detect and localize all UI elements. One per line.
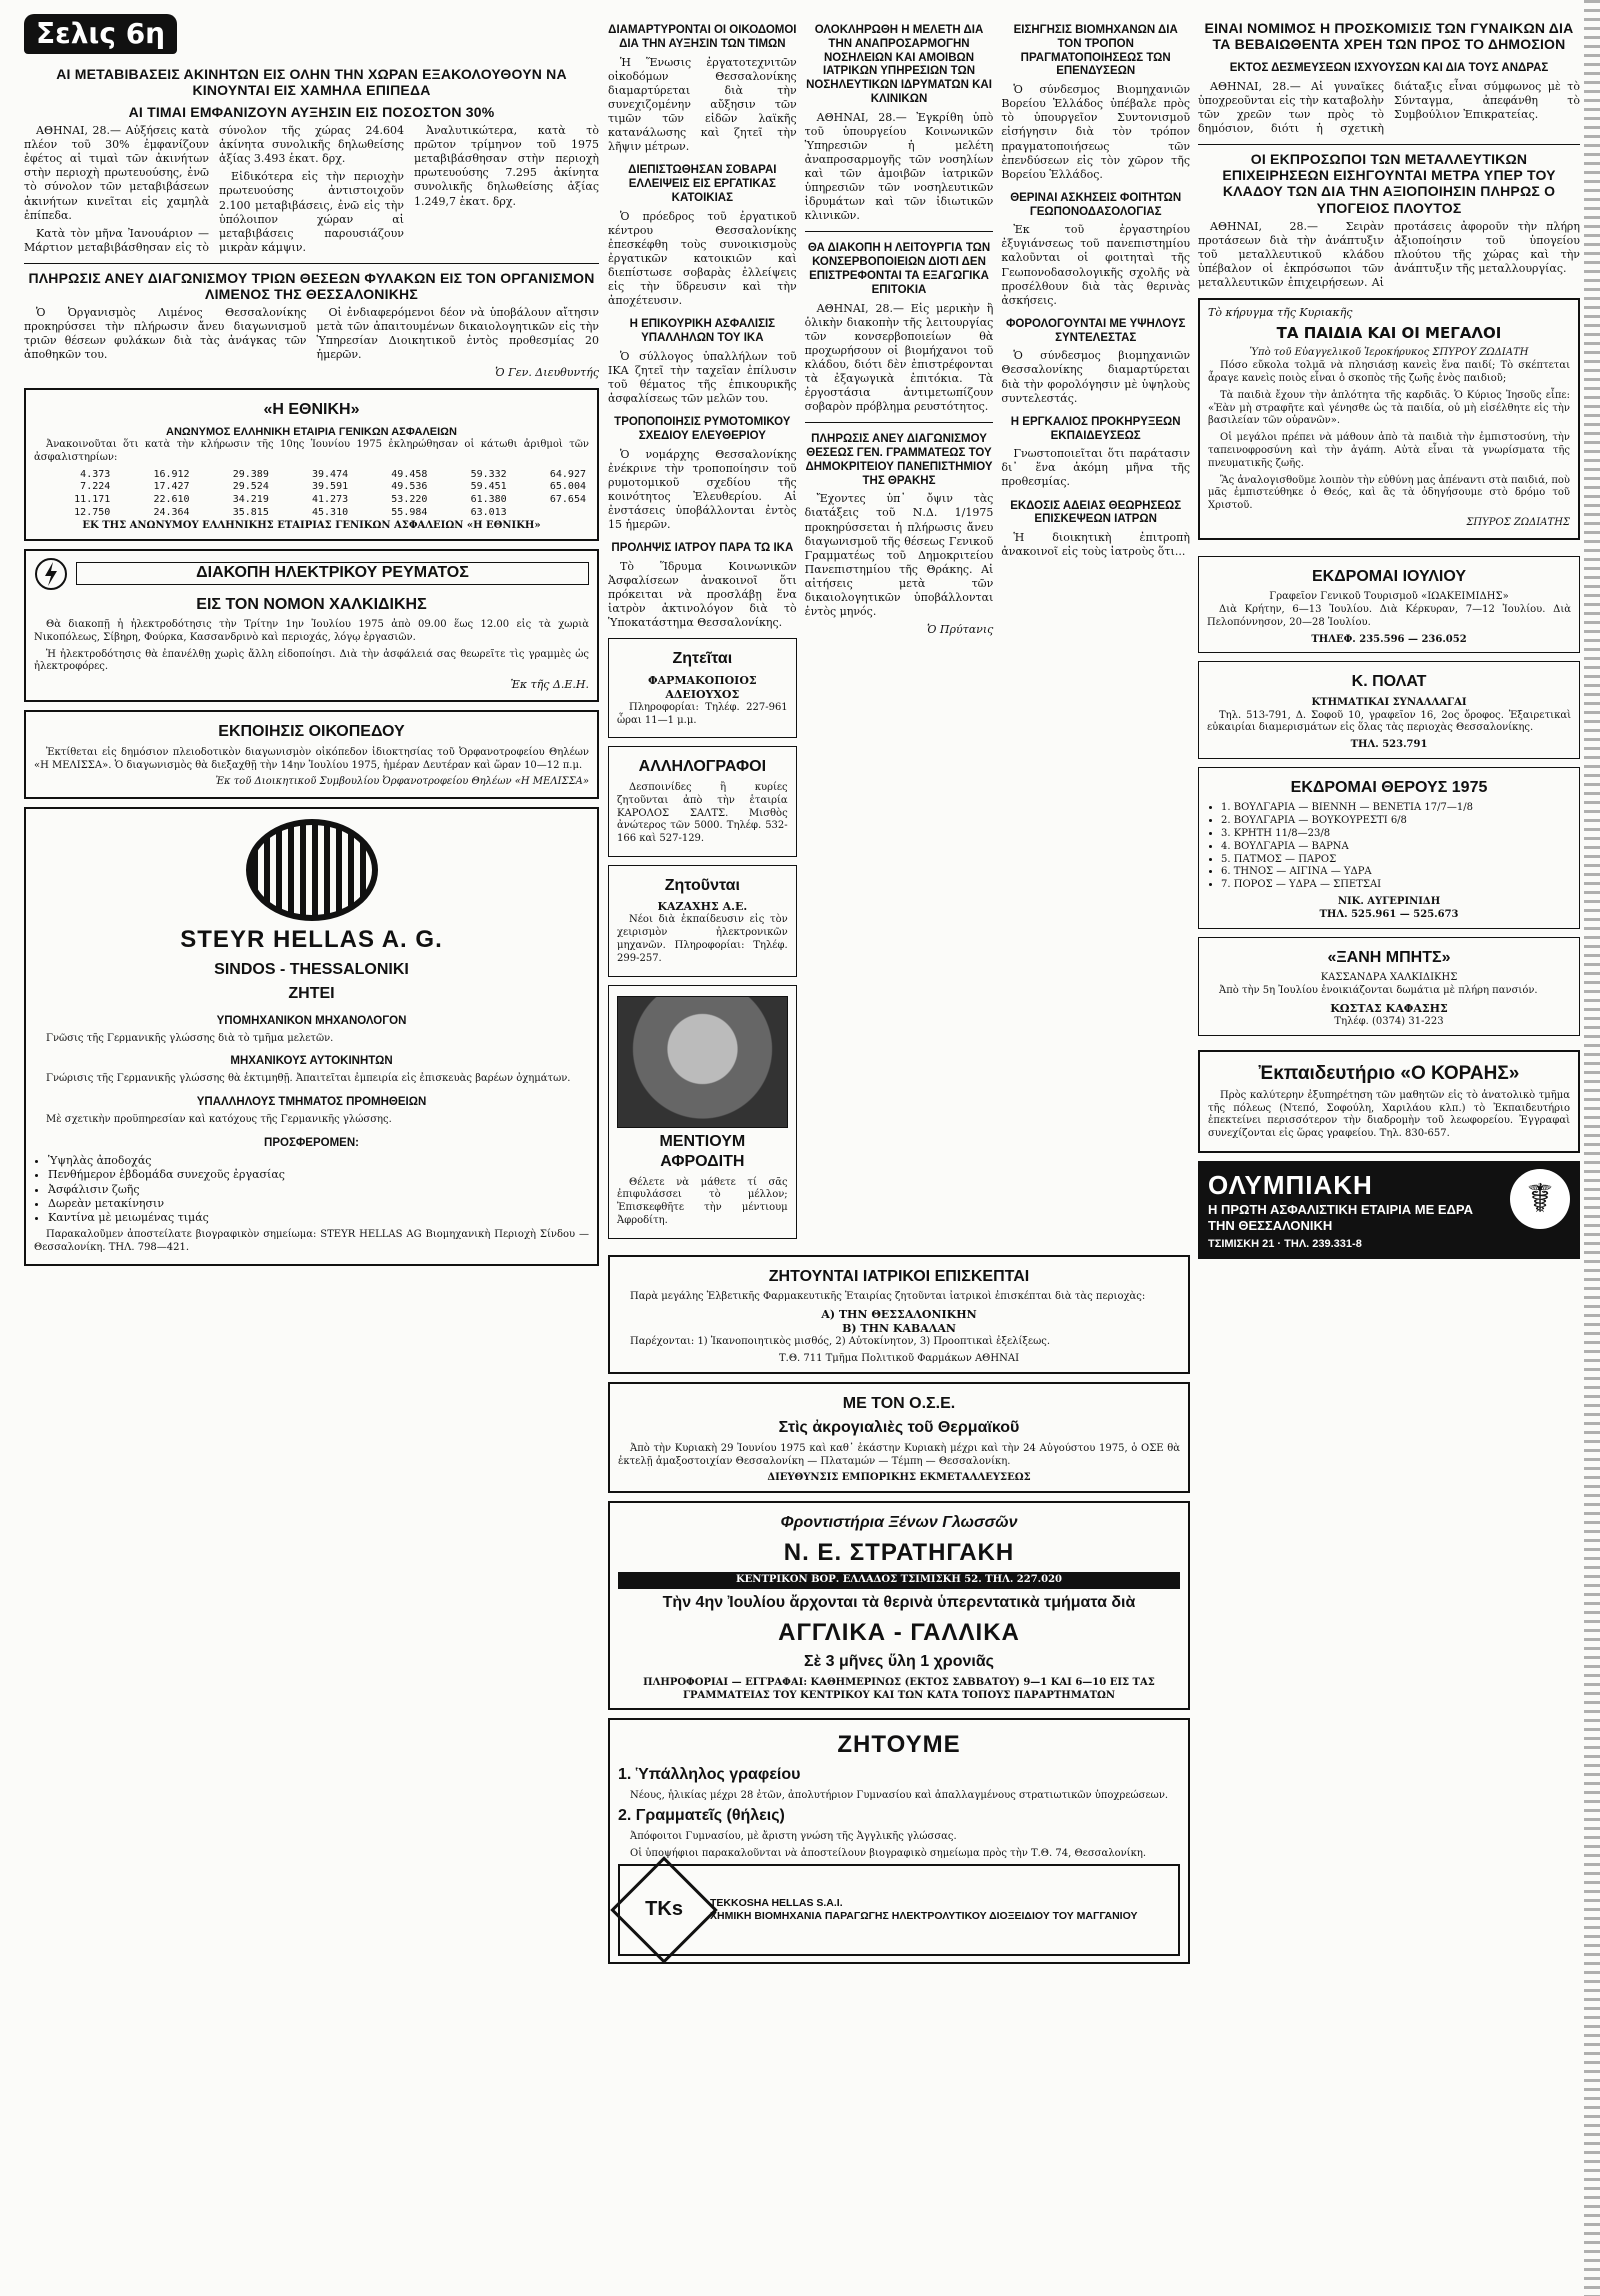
ad-ethniki [24, 388, 599, 540]
ad-text: Οἱ ὑποψήφιοι παρακαλοῦνται νὰ ἀποστείλουν βιογραφικὸ σημείωμα πρὸς τὴν Τ.Θ. 74, Θεσσαλονίκη. [630, 1847, 1147, 1859]
ad-text: Τὴν 4ην Ἰουλίου ἄρχονται τὰ θερινὰ ὑπερεντατικὰ τμήματα διὰ [662, 1594, 1136, 1612]
ad-title: ΑΛΛΗΛΟΓΡΑΦΟΙ [638, 758, 767, 776]
table-cell: 29.389 [232, 468, 269, 480]
list-item: • Ἀσφάλισιν ζωῆς [48, 1183, 589, 1197]
ad-title: Κ. ΠΟΛΑΤ [1351, 673, 1427, 691]
paragraph: ΑΘΗΝΑΙ, 28.— Εἰς μερικὴν ἢ ὁλικὴν διακοπὴν τῆς λειτουργίας τῶν κονσερβοποιείων θὰ προχωρήσουν οἱ βιομήχανοι τοῦ κλάδου, διότι δὲν ἐπιστρέφονται τὰ ἐξαγωγικὰ ἐπιτόκια. Τὰ ἐργοστάσια ἀντιμετωπίζουν σοβαρὸν πρόβλημα ρευστότητος. [804, 301, 994, 414]
ad-hotel [1198, 937, 1580, 1036]
ad-subtitle: ΕΙΣ ΤΟΝ ΝΟΜΟΝ ΧΑΛΚΙΔΙΚΗΣ [196, 595, 427, 613]
ad-title: Φροντιστήρια Ξένων Γλωσσῶν [780, 1514, 1018, 1532]
table-cell: 17.427 [153, 481, 190, 493]
ad-tekkosha [608, 1718, 1190, 1964]
table-cell: 49.458 [391, 468, 428, 480]
ad-subtitle: Γραφεῖον Γενικοῦ Τουρισμοῦ «ΙΩΑΚΕΙΜΙΔΗΣ» [1269, 591, 1509, 603]
divider [805, 231, 994, 232]
ad-text: Δεσποινίδες ἢ κυρίες ζητοῦνται ἀπὸ τὴν ἑταιρία ΚΑΡΟΛΟΣ ΣΑΛΤΣ. Μισθὸς ἀνώτερος τῶν 5000. Τηλέφ. 532-166 καὶ 527-129. [617, 781, 788, 845]
paragraph: ΑΘΗΝΑΙ, 28.— Ἐγκρίθη ὑπὸ τοῦ ὑπουργείου Κοινωνικῶν Ὑπηρεσιῶν ἡ μελέτη ἀναπροσαρμογῆς τῶν νοσηλίων καὶ τῶν ἀμοιβῶν ἰατρικῶν ὑπηρεσιῶν τῶν νοσηλευτικῶν ἱδρυμάτων καὶ τῶν ἰδιωτικῶν κλινικῶν. [804, 110, 994, 223]
ad-pharmacist [608, 638, 797, 738]
ad-medical-reps [608, 1255, 1190, 1374]
ad-title: Ζητεῖται [672, 650, 733, 668]
list-item: • 2. ΒΟΥΛΓΑΡΙΑ — ΒΟΥΚΟΥΡΕΣΤΙ 6/8 [1221, 815, 1571, 828]
ad-title: ΕΚΠΟΙΗΣΙΣ ΟΙΚΟΠΕΔΟΥ [218, 723, 405, 741]
offers-title: ΠΡΟΣΦΕΡΟΜΕΝ: [264, 1136, 359, 1149]
paragraph: Ἀναλυτικώτερα, κατὰ τὸ πρῶτον τρίμηνον τοῦ 1975 μεταβιβάσθησαν στὴν περιοχὴ πρωτευούσης 7.295 ἀκίνητα συνολικῆς δηλωθείσης ἀξίας 1.249,7 ἑκατ. δρχ. [414, 124, 599, 208]
ad-ose [608, 1382, 1190, 1493]
column-middle [608, 14, 1190, 1972]
ad-plot-sale [24, 710, 599, 799]
signature: Ἐκ τῆς Δ.Ε.Η. [510, 678, 589, 692]
ad-title: ΜΕ ΤΟΝ Ο.Σ.Ε. [842, 1394, 956, 1412]
table-cell: 12.750 [74, 506, 111, 518]
ad-deh [24, 549, 599, 703]
ad-address: ΚΕΝΤΡΙΚΟΝ ΒΟΡ. ΕΛΛΑΔΟΣ ΤΣΙΜΙΣΚΗ 52. ΤΗΛ. 227.020 [618, 1572, 1180, 1589]
ad-seeks: ΖΗΤΕΙ [288, 985, 335, 1003]
table-cell: 41.273 [312, 494, 349, 506]
paragraph: Κατὰ τὸν μῆνα Ἰανουάριον — Μάρτιον μεταβιβάσθησαν εἰς τὸ σύνολον τῆς χώρας 24.604 ἀκίνητα συνολικῆς δηλωθείσης ἀξίας 3.493 ἑκατ. δρχ. [24, 124, 404, 254]
table-cell: 35.815 [232, 506, 269, 518]
divider [24, 263, 599, 264]
table-cell: 39.474 [312, 468, 349, 480]
paragraph: ΑΘΗΝΑΙ, 28.— Αὐξήσεις κατὰ πλέον τοῦ 30% ἐμφανίζουν ἐφέτος αἱ τιμαὶ τῶν ἀκινήτων στὴν περιοχὴ πρωτευούσης, ἐνῶ τὸ σύνολον τῶν μεταβιβάσεων ἀκινήτων κινεῖται εἰς χαμηλὰ ἐπίπεδα. [24, 124, 209, 222]
table-cell: 45.310 [312, 506, 349, 518]
paragraph: Ὁ σύνδεσμος Βιομηχανιῶν Βορείου Ἑλλάδος ὑπέβαλε πρὸς τὸ ὑπουργεῖον Συντονισμοῦ εἰσήγησιν διὰ τὸν τρόπον πραγματοποιήσεως τῶν ἐπενδύσεων εἰς τὸν χῶρον τῆς Βορείου Ἑλλάδος. [1001, 83, 1190, 181]
ad-title: STEYR HELLAS A. G. [180, 926, 443, 954]
table-cell: 4.373 [80, 468, 111, 480]
article-women-title: ΕΙΝΑΙ ΝΟΜΙΜΟΣ Η ΠΡΟΣΚΟΜΙΣΙΣ ΤΩΝ ΓΥΝΑΙΚΩΝ ΔΙΑ ΤΑ ΒΕΒΑΙΩΘΕΝΤΑ ΧΡΕΗ ΤΩΝ ΠΡΟΣ ΤΟ ΔΗΜΟΣΙΟΝ [1204, 20, 1574, 53]
paragraph: ΑΘΗΝΑΙ, 28.— Σειρὰν προτάσεων διὰ τὴν ἀνάπτυξιν τοῦ μεταλλευτικοῦ κλάδου ὑπέβαλον οἱ ἐκπρόσωποι τῶν μεταλλευτικῶν ἐπιχειρήσεων. Αἱ προτάσεις ἀφοροῦν τὴν πλήρη ἀξιοποίησιν τοῦ ὑπογείου πλούτου τῆς χώρας καὶ τὴν ἀνάπτυξιν τῆς μεταλλουργίας. [1198, 219, 1580, 289]
table-cell: 59.451 [470, 481, 507, 493]
job-desc: Μὲ σχετικὴν προϋπηρεσίαν καὶ κατόχους τῆς Γερμανικῆς γλώσσης. [46, 1113, 392, 1125]
table-cell: 24.364 [153, 506, 190, 518]
ad-text: Ἀπὸ τὴν Κυριακὴ 29 Ἰουνίου 1975 καὶ καθ᾿ ἑκάστην Κυριακὴ μέχρι καὶ τὴν 24 Αὐγούστου 1975, ὁ ΟΣΕ θὰ ἐκτελῇ ἀμαξοστοιχίαν Θεσσαλονίκη — Πλαταμών — Τέμπη — Θεσσαλονίκη. [618, 1442, 1180, 1467]
ad-city: SINDOS - THESSALONIKI [214, 960, 409, 978]
list-item: • 7. ΠΟΡΟΣ — ΥΔΡΑ — ΣΠΕΤΣΑΙ [1221, 879, 1571, 892]
table-cell: 61.380 [470, 494, 507, 506]
ad-title: Ζητοῦνται [664, 876, 740, 894]
ad-text: Διὰ Κρήτην, 6—13 Ἰουλίου. Διὰ Κέρκυραν, 7—12 Ἰουλίου. Διὰ Πελοπόννησον, 20—28 Ἰουλίου. [1207, 603, 1571, 628]
table-cell: 64.927 [549, 468, 586, 480]
paragraph: Ἔχοντες ὑπ᾿ ὄψιν τὰς διατάξεις τοῦ Ν.Δ. 1/1975 προκηρύσσεται ἡ πλήρωσις ἄνευ διαγωνισμοῦ τῆς θέσεως Γενικοῦ Γραμματέως τοῦ Δημοκριτείου Πανεπιστημίου τῆς Θράκης. Αἱ αἰτήσεις μετὰ τῶν δικαιολογητικῶν ὑποβάλλονται ἐντὸς μηνός. [804, 492, 994, 619]
signature: Ὁ Γεν. Διευθυντής [495, 366, 599, 380]
ad-language-school [608, 1501, 1190, 1710]
paragraph: Τὸ Ἵδρυμα Κοινωνικῶν Ἀσφαλίσεων ἀνακοινοῖ ὅτι πρόκειται νὰ προσλάβῃ ἕνα ἰατρὸν ἀκτινολόγον διὰ τὸ Ὑποκατάστημα Θεσσαλονίκης. [608, 559, 797, 630]
list-item: • 1. ΒΟΥΛΓΑΡΙΑ — ΒΙΕΝΝΗ — ΒΕΝΕΤΙΑ 17/7—1/8 [1221, 802, 1571, 815]
table-cell: 11.171 [74, 494, 111, 506]
ad-text: Ἀπὸ τὴν 5η Ἰουλίου ἐνοικιάζονται δωμάτια μὲ πλήρη πανσιόν. [1219, 984, 1538, 996]
ad-subtitle: ΑΝΩΝΥΜΟΣ ΕΛΛΗΝΙΚΗ ΕΤΑΙΡΙΑ ΓΕΝΙΚΩΝ ΑΣΦΑΛΕΙΩΝ [166, 425, 457, 438]
list-item: • 5. ΠΑΤΜΟΣ — ΠΑΡΟΣ [1221, 854, 1571, 867]
job-desc: Γνώρισις τῆς Γερμανικῆς γλώσσης θὰ ἐκτιμηθῇ. Ἀπαιτεῖται ἐμπειρία εἰς ἐπισκευὰς βαρέων ὀχημάτων. [46, 1073, 571, 1085]
ad-tours-july [1198, 556, 1580, 654]
ad-subtitle: Η ΠΡΩΤΗ ΑΣΦΑΛΙΣΤΙΚΗ ΕΤΑΙΡΙΑ ΜΕ ΕΔΡΑ ΤΗΝ ΘΕΣΣΑΛΟΝΙΚΗ [1208, 1202, 1474, 1233]
list-item: • Ὑψηλὰς ἀποδοχάς [48, 1154, 589, 1168]
ad-text: Πρὸς καλύτερην ἐξυπηρέτηση τῶν μαθητῶν εἰς τὸ ἀνατολικὸ τμῆμα τῆς πόλεως (Ντεπό, Σοφούλη, Χαριλάου κλπ.) τὸ Ἐκπαιδευτήριο ἐπεκτείνει περισσότερον τὴν διαδρομὴν τοῦ λεωφορείου. Ἐγγραφαὶ συνεχίζονται εἰς ὥρας γραφείου. Τηλ. 830-657. [1208, 1089, 1570, 1140]
article-title: ΠΡΟΛΗΨΙΣ ΙΑΤΡΟΥ ΠΑΡΑ ΤΩ ΙΚΑ [611, 542, 794, 555]
table-cell: 29.524 [232, 481, 269, 493]
paragraph: Ἡ διοικητικὴ ἐπιτροπὴ ἀνακοινοῖ εἰς τοὺς ἰατροὺς ὅτι... [1001, 531, 1190, 559]
signature: Ὁ Πρύτανις [926, 623, 994, 637]
article-title: ΕΙΣΗΓΗΣΙΣ ΒΙΟΜΗΧΑΝΩΝ ΔΙΑ ΤΟΝ ΤΡΟΠΟΝ ΠΡΑΓΜΑΤΟΠΟΙΗΣΕΩΣ ΤΩΝ ΕΠΕΝΔΥΣΕΩΝ [1013, 24, 1178, 78]
table-row [34, 481, 589, 494]
ad-title: «ΞΑΝΗ ΜΠΗΤΣ» [1327, 948, 1451, 966]
table-cell: 7.224 [80, 481, 111, 493]
article-property-title: ΑΙ ΜΕΤΑΒΙΒΑΣΕΙΣ ΑΚΙΝΗΤΩΝ ΕΙΣ ΟΛΗΝ ΤΗΝ ΧΩΡΑΝ ΕΞΑΚΟΛΟΥΘΟΥΝ ΝΑ ΚΙΝΟΥΝΤΑΙ ΕΙΣ ΧΑΜΗΛΑ ΕΠΙΠΕΔΑ [56, 65, 567, 98]
job-title: ΥΠΑΛΛΗΛΟΥΣ ΤΜΗΜΑΤΟΣ ΠΡΟΜΗΘΕΙΩΝ [196, 1095, 427, 1108]
ad-subtitle: ΦΑΡΜΑΚΟΠΟΙΟΣ ΑΔΕΙΟΥΧΟΣ [647, 673, 757, 701]
divider [1198, 144, 1580, 145]
paragraph: Εἰδικότερα εἰς τὴν περιοχὴν πρωτευούσης ἀντιστοιχοῦν 2.100 μεταβιβάσεις, ἐνῶ εἰς τὴν ὑπόλοιπον χώραν αἱ μεταβιβάσεις παρουσιάζουν μικρὰν κάμψιν. [219, 170, 404, 254]
ad-footer: ΠΛΗΡΟΦΟΡΙΑΙ — ΕΓΓΡΑΦΑΙ: ΚΑΘΗΜΕΡΙΝΩΣ (ΕΚΤΟΣ ΣΑΒΒΑΤΟΥ) 9—1 ΚΑΙ 6—10 ΕΙΣ ΤΑΣ ΓΡΑΜΜΑΤΕΙΑΣ ΤΟΥ ΚΕΝΤΡΙΚΟΥ ΚΑΙ ΤΩΝ ΚΑΤΑ ΤΟΠΟΥΣ ΠΑΡΑΡΤΗΜΑΤΩΝ [643, 1676, 1155, 1701]
article-title: ΔΙΑΜΑΡΤΥΡΟΝΤΑΙ ΟΙ ΟΙΚΟΔΟΜΟΙ ΔΙΑ ΤΗΝ ΑΥΞΗΣΙΝ ΤΩΝ ΤΙΜΩΝ [608, 24, 797, 50]
ad-title: ΔΙΑΚΟΠΗ ΗΛΕΚΤΡΙΚΟΥ ΡΕΥΜΑΤΟΣ [76, 562, 589, 584]
ad-summer-tours [1198, 767, 1580, 929]
ad-title: Ἐκπαιδευτήριο «Ο ΚΟΡΑΗΣ» [1258, 1062, 1520, 1084]
paragraph: Γνωστοποιεῖται ὅτι παράτασιν δι᾿ ἕνα ἀκόμη μῆνα τῆς προθεσμίας. [1001, 447, 1190, 489]
job-desc: Γνῶσις τῆς Γερμανικῆς γλώσσης διὰ τὸ τμῆμα μελετῶν. [46, 1032, 334, 1044]
divider [805, 422, 994, 423]
table-cell: 65.004 [549, 481, 586, 493]
ad-correspondents [608, 746, 797, 856]
table-row [34, 507, 589, 520]
ad-title: ΕΚΔΡΟΜΑΙ ΙΟΥΛΙΟΥ [1311, 567, 1467, 585]
article-title: ΤΡΟΠΟΠΟΙΗΣΙΣ ΡΥΜΟΤΟΜΙΚΟΥ ΣΧΕΔΙΟΥ ΕΛΕΥΘΕΡΙΟΥ [614, 415, 791, 442]
table-row [34, 469, 589, 482]
job-title: 2. Γραμματεῖς (θήλεις) [618, 1807, 785, 1825]
paragraph: Ἂς ἀναλογισθοῦμε λοιπὸν τὴν εὐθύνη μας ἀπέναντι στὰ παιδιά, ποὺ μᾶς ἐμπιστεύθηκε ὁ Θεός, καὶ ἂς τὰ ὁδηγήσουμε στὸ δρόμο τοῦ Χριστοῦ. [1208, 474, 1570, 512]
ad-region: Α) ΤΗΝ ΘΕΣΣΑΛΟΝΙΚΗΝ [821, 1308, 977, 1322]
list-item: • Δωρεὰν μετακίνησιν [48, 1197, 589, 1211]
paragraph: Ὁ πρόεδρος τοῦ ἐργατικοῦ κέντρου Θεσσαλονίκης ἐπεσκέφθη τοὺς συνοικισμοὺς ἐργατικῶν κατοικιῶν καὶ διεπίστωσε σοβαρὰς ἐλλείψεις εἰς τὴν ὕδρευσιν καὶ τὴν ἀποχέτευσιν. [608, 209, 797, 307]
article-title: ΠΛΗΡΩΣΙΣ ΑΝΕΥ ΔΙΑΓΩΝΙΣΜΟΥ ΘΕΣΕΩΣ ΓΕΝ. ΓΡΑΜΜΑΤΕΩΣ ΤΟΥ ΔΗΜΟΚΡΙΤΕΙΟΥ ΠΑΝΕΠΙΣΤΗΜΙΟΥ ΤΗΣ ΘΡΑΚΗΣ [805, 433, 993, 487]
article-title: ΦΟΡΟΛΟΓΟΥΝΤΑΙ ΜΕ ΥΨΗΛΟΥΣ ΣΥΝΤΕΛΕΣΤΑΣ [1005, 317, 1186, 344]
ad-name: Ν. Ε. ΣΤΡΑΤΗΓΑΚΗ [783, 1538, 1015, 1566]
ad-duration: Σὲ 3 μῆνες ὕλη 1 χρονιᾶς [804, 1653, 994, 1671]
paragraph: Ὁ Ὀργανισμὸς Λιμένος Θεσσαλονίκης προκηρύσσει τὴν πλήρωσιν ἄνευ διαγωνισμοῦ τριῶν θέσεων φυλάκων διὰ τὰς ἀνάγκας τῶν ἀποθηκῶν του. [24, 306, 307, 362]
table-cell: 63.013 [470, 506, 507, 518]
offers-list [48, 1154, 589, 1224]
tekkosha-logo-icon: TKs [610, 1857, 717, 1964]
ad-phone: ΤΗΛΕΦ. 235.596 — 236.052 [1311, 633, 1467, 645]
column-middle-center [805, 14, 994, 1247]
job-title: 1. Ὑπάλληλος γραφείου [618, 1766, 801, 1784]
table-cell: 53.220 [391, 494, 428, 506]
ad-phone: ΤΗΛ. 523.791 [1350, 739, 1428, 751]
ad-text: Ἡ ἠλεκτροδότησις θὰ ἐπανέλθῃ χωρὶς ἄλλη εἰδοποίησι. Διὰ τὴν ἀσφάλειά σας θεωρεῖτε τὶς γραμμὲς ὡς ἠλεκτροφόρες. [34, 648, 589, 673]
list-item: • Καντίνα μὲ μειωμένας τιμάς [48, 1211, 589, 1225]
column-middle-left [608, 14, 797, 1247]
table-row [34, 494, 589, 507]
article-title: Η ΕΡΓΚΑΛΙΟΣ ΠΡΟΚΗΡΥΞΕΩΝ ΕΚΠΑΙΔΕΥΣΕΩΣ [1010, 415, 1181, 442]
sermon-label: Τὸ κήρυγμα τῆς Κυριακῆς [1208, 306, 1353, 320]
runner-icon: ☤ [1510, 1169, 1570, 1229]
article-property-subtitle: ΑΙ ΤΙΜΑΙ ΕΜΦΑΝΙΖΟΥΝ ΑΥΞΗΣΙΝ ΕΙΣ ΠΟΣΟΣΤΟΝ 30% [128, 104, 495, 121]
ad-text: Νέοι διὰ ἐκπαίδευσιν εἰς τὸν χειρισμὸν ἠλεκτρονικῶν μηχανῶν. Πληροφορίαι: Τηλέφ. 299-257. [617, 914, 788, 964]
ad-address: ΤΣΙΜΙΣΚΗ 21 · ΤΗΛ. 239.331-8 [1208, 1237, 1362, 1250]
sermon-box [1198, 298, 1580, 540]
paragraph: Ὁ νομάρχης Θεσσαλονίκης ἐνέκρινε τὴν τροποποίησιν τοῦ ρυμοτομικοῦ σχεδίου τῆς κοινότητος Ἐλευθερίου. Αἱ ἐνστάσεις ὑποβάλλονται ἐντὸς 15 ἡμερῶν. [608, 447, 797, 531]
ad-footer: Τ.Θ. 711 Τμῆμα Πολιτικοῦ Φαρμάκων ΑΘΗΝΑΙ [778, 1352, 1020, 1364]
company-desc: ΧΗΜΙΚΗ ΒΙΟΜΗΧΑΝΙΑ ΠΑΡΑΓΩΓΗΣ ΗΛΕΚΤΡΟΛΥΤΙΚΟΥ ΔΙΟΞΕΙΔΙΟΥ ΤΟΥ ΜΑΓΓΑΝΙΟΥ [710, 1910, 1138, 1923]
ad-text: Ἐκτίθεται εἰς δημόσιον πλειοδοτικὸν διαγωνισμὸν οἰκόπεδον ἰδιοκτησίας τοῦ Ὀρφανοτροφείου Θηλέων «Η ΜΕΛΙΣΣΑ». Ὁ διαγωνισμὸς θὰ διεξαχθῇ τὴν 14ην Ἰουλίου 1975, ἡμέραν Δευτέραν καὶ ὥραν 10—12 π.μ. [34, 746, 589, 771]
lottery-table [34, 469, 589, 520]
table-cell: 49.536 [391, 481, 428, 493]
page-logo: Σελις 6η [24, 14, 177, 54]
column-right [1198, 14, 1580, 1259]
ad-text: Πληροφορίαι: Τηλέφ. 227-961 ὧραι 11—1 μ.μ. [617, 701, 788, 726]
ad-footer: ΔΙΕΥΘΥΝΣΙΣ ΕΜΠΟΡΙΚΗΣ ΕΚΜΕΤΑΛΛΕΥΣΕΩΣ [767, 1472, 1031, 1484]
table-cell: 22.610 [153, 494, 190, 506]
article-title: ΘΑ ΔΙΑΚΟΠΗ Η ΛΕΙΤΟΥΡΓΙΑ ΤΩΝ ΚΟΝΣΕΡΒΟΠΟΙΕΙΩΝ ΔΙΟΤΙ ΔΕΝ ΕΠΙΣΤΡΕΦΟΝΤΑΙ ΤΑ ΕΞΑΓΩΓΙΚΑ ΕΠΙΤΟΚΙΑ [807, 242, 991, 296]
article-title: ΘΕΡΙΝΑΙ ΑΣΚΗΣΕΙΣ ΦΟΙΤΗΤΩΝ ΓΕΩΠΟΝΟΔΑΣΟΛΟΓΙΑΣ [1010, 191, 1182, 218]
ad-name: ΚΩΣΤΑΣ ΚΑΦΑΣΗΣ [1330, 1001, 1448, 1015]
signature: ΣΠΥΡΟΣ ΖΩΔΙΑΤΗΣ [1466, 516, 1570, 528]
list-item: • 4. ΒΟΥΛΓΑΡΙΑ — ΒΑΡΝΑ [1221, 841, 1571, 854]
tours-list [1221, 802, 1571, 892]
article-title: ΟΛΟΚΛΗΡΩΘΗ Η ΜΕΛΕΤΗ ΔΙΑ ΤΗΝ ΑΝΑΠΡΟΣΑΡΜΟΓΗΝ ΝΟΣΗΛΕΙΩΝ ΚΑΙ ΑΜΟΙΒΩΝ ΙΑΤΡΙΚΩΝ ΥΠΗΡΕΣΙΩΝ ΤΩΝ ΝΟΣΗΛΕΥΤΙΚΩΝ ΙΔΡΥΜΑΤΩΝ ΚΑΙ ΚΛΙΝΙΚΩΝ [806, 24, 992, 105]
ad-footer: Παρακαλοῦμεν ἀποστείλατε βιογραφικὸν σημείωμα: STEYR HELLAS AG Βιομηχανικὴ Περιοχὴ Σίνδου — Θεσσαλονίκη. ΤΗΛ. 798—421. [34, 1228, 589, 1253]
ad-koraes [1198, 1050, 1580, 1154]
paragraph: Οἱ ἐνδιαφερόμενοι δέον νὰ ὑποβάλουν αἴτησιν μετὰ τῶν ἀπαιτουμένων δικαιολογητικῶν εἰς τὴν Ὑπηρεσίαν Διοικητικοῦ ἐντὸς προθεσμίας 20 ἡμερῶν. [316, 306, 599, 362]
ad-text: Παρὰ μεγάλης Ἑλβετικῆς Φαρμακευτικῆς Ἑταιρίας ζητοῦνται ἰατρικοὶ ἐπισκέπται διὰ τὰς περιοχὰς: [630, 1291, 1146, 1303]
list-item: • Πενθήμερον ἑβδομάδα συνεχοῦς ἐργασίας [48, 1168, 589, 1182]
table-cell: 34.219 [232, 494, 269, 506]
signature: Ἐκ τοῦ Διοικητικοῦ Συμβουλίου Ὀρφανοτροφείου Θηλέων «Η ΜΕΛΙΣΣΑ» [215, 776, 589, 788]
ad-title: ΖΗΤΟΥΝΤΑΙ ΙΑΤΡΙΚΟΙ ΕΠΙΣΚΕΠΤΑΙ [768, 1267, 1030, 1285]
article-title: ΔΙΕΠΙΣΤΩΘΗΣΑΝ ΣΟΒΑΡΑΙ ΕΛΛΕΙΨΕΙΣ ΕΙΣ ΕΡΓΑΤΙΚΑΣ ΚΑΤΟΙΚΙΑΣ [628, 164, 777, 204]
sermon-author: Ὑπὸ τοῦ Εὐαγγελικοῦ Ἱεροκήρυκος ΣΠΥΡΟΥ ΖΩΔΙΑΤΗ [1249, 347, 1529, 359]
power-company-icon [34, 557, 68, 591]
article-guards-title: ΠΛΗΡΩΣΙΣ ΑΝΕΥ ΔΙΑΓΩΝΙΣΜΟΥ ΤΡΙΩΝ ΘΕΣΕΩΝ ΦΥΛΑΚΩΝ ΕΙΣ ΤΟΝ ΟΡΓΑΝΙΣΜΟΝ ΛΙΜΕΝΟΣ ΤΗΣ ΘΕΣΣΑΛΟΝΙΚΗΣ [28, 269, 595, 302]
ad-polat [1198, 661, 1580, 759]
job-title: ΜΗΧΑΝΙΚΟΥΣ ΑΥΤΟΚΙΝΗΤΩΝ [230, 1055, 393, 1068]
ad-text: Τηλ. 513-791, Δ. Σοφοῦ 10, γραφεῖον 16, 2ος ὄροφος. Ἐξαιρετικαὶ εὐκαιρίαι διαμερισμάτων εἰς ὅλας τὰς περιοχὰς Θεσσαλονίκης. [1207, 709, 1571, 734]
ad-kazachis [608, 865, 797, 977]
article-title: Η ΕΠΙΚΟΥΡΙΚΗ ΑΣΦΑΛΙΣΙΣ ΥΠΑΛΛΗΛΩΝ ΤΟΥ ΙΚΑ [629, 318, 776, 344]
paragraph: Ὁ σύνδεσμος βιομηχανιῶν Θεσσαλονίκης διαμαρτύρεται διὰ τὴν φορολόγησιν μὲ ὑψηλοὺς συντελεστάς. [1001, 349, 1190, 405]
ad-subtitle: ΚΤΗΜΑΤΙΚΑΙ ΣΥΝΑΛΛΑΓΑΙ [1311, 696, 1467, 708]
steyr-logo-icon [246, 819, 378, 921]
paragraph: Ὁ σύλλογος ὑπαλλήλων τοῦ ΙΚΑ ζητεῖ τὴν ταχεῖαν ἐπίλυσιν τοῦ θέματος τῆς ἐπικουρικῆς ἀσφαλίσεως τῶν μελῶν του. [608, 349, 797, 405]
job-desc: Ἀπόφοιτοι Γυμνασίου, μὲ ἄριστη γνώση τῆς Ἀγγλικῆς γλώσσας. [630, 1830, 957, 1842]
article-property-body [24, 124, 599, 255]
paragraph: Οἱ μεγάλοι πρέπει νὰ μάθουν ἀπὸ τὰ παιδιὰ τὴν ἐμπιστοσύνη, τὴν ταπεινοφροσύνη καὶ τὴν ἀγάπη. Αὐτὰ εἶναι τὰ γνωρίσματα τῆς πνευματικῆς ζωῆς. [1208, 432, 1570, 469]
article-mining-title: ΟΙ ΕΚΠΡΟΣΩΠΟΙ ΤΩΝ ΜΕΤΑΛΛΕΥΤΙΚΩΝ ΕΠΙΧΕΙΡΗΣΕΩΝ ΕΙΣΗΓΟΥΝΤΑΙ ΜΕΤΡΑ ΥΠΕΡ ΤΟΥ ΚΛΑΔΟΥ ΤΩΝ ΔΙΑ ΤΗΝ ΑΞΙΟΠΟΙΗΣΙΝ ΠΛΗΡΩΣ Ο ΥΠΟΓΕΙΟΣ ΠΛΟΥΤΟΣ [1222, 151, 1556, 216]
ad-text: Θέλετε νὰ μάθετε τί σᾶς ἐπιφυλάσσει τὸ μέλλον; Ἐπισκεφθῆτε τὴν μέντιουμ Ἀφροδίτη. [617, 1176, 788, 1226]
sermon-title: ΤΑ ΠΑΙΔΙΑ ΚΑΙ ΟΙ ΜΕΓΑΛΟΙ [1276, 324, 1502, 343]
ad-languages: ΑΓΓΛΙΚΑ - ΓΑΛΛΙΚΑ [778, 1618, 1020, 1646]
ad-steyr [24, 807, 599, 1266]
ad-medium [608, 985, 797, 1239]
page-edge [1584, 0, 1600, 2296]
ad-title: «Η ΕΘΝΙΚΗ» [263, 401, 360, 419]
ad-subtitle: Στὶς ἀκρογιαλιὲς τοῦ Θερμαϊκοῦ [778, 1419, 1020, 1437]
tekkosha-block [618, 1864, 1180, 1956]
ad-footer: ΕΚ ΤΗΣ ΑΝΩΝΥΜΟΥ ΕΛΛΗΝΙΚΗΣ ΕΤΑΙΡΙΑΣ ΓΕΝΙΚΩΝ ΑΣΦΑΛΕΙΩΝ «Η ΕΘΝΙΚΗ» [82, 519, 541, 531]
table-cell: 55.984 [391, 506, 428, 518]
ad-subtitle: ΚΑΖΑΧΗΣ Α.Ε. [657, 900, 748, 914]
paragraph: Τὰ παιδιὰ ἔχουν τὴν ἁπλότητα τῆς καρδιᾶς. Ὁ Κύριος Ἰησοῦς εἶπε: «Ἐὰν μὴ στραφῆτε καὶ γένησθε ὡς τὰ παιδία, οὐ μὴ εἰσέλθητε εἰς τὴν βασιλείαν τῶν οὐρανῶν». [1208, 389, 1570, 427]
table-cell: 59.332 [470, 468, 507, 480]
ad-phone: Τηλέφ. (0374) 31-223 [1334, 1015, 1444, 1027]
table-cell: 39.591 [312, 481, 349, 493]
list-item: • 3. ΚΡΗΤΗ 11/8—23/8 [1221, 828, 1571, 841]
job-title: ΥΠΟΜΗΧΑΝΙΚΟΝ ΜΗΧΑΝΟΛΟΓΟΝ [216, 1014, 407, 1027]
table-cell [510, 507, 589, 520]
article-guards-body [24, 306, 599, 380]
table-cell: 16.912 [153, 468, 190, 480]
list-item: • 6. ΤΗΝΟΣ — ΑΙΓΙΝΑ — ΥΔΡΑ [1221, 866, 1571, 879]
ad-text: Ἀνακοινοῦται ὅτι κατὰ τὴν κλήρωσιν τῆς 10ης Ἰουνίου 1975 ἐκληρώθησαν οἱ κάτωθι ἀριθμοὶ τῶν ἀσφαλιστηρίων: [34, 438, 589, 463]
article-title: ΕΚΔΟΣΙΣ ΑΔΕΙΑΣ ΘΕΩΡΗΣΕΩΣ ΕΠΙΣΚΕΨΕΩΝ ΙΑΤΡΩΝ [1010, 499, 1182, 526]
ad-text: Θὰ διακοπῇ ἡ ἠλεκτροδότησις τὴν Τρίτην 1ην Ἰουλίου 1975 ἀπὸ 09.00 ἕως 12.00 εἰς τὰ χωριὰ Νικοπόλεως, Σίβηρη, Φούρκα, Κασσανδρινὸ καὶ περιοχάς, λόγῳ ἐργασιῶν. [34, 618, 589, 643]
ad-region: Β) ΤΗΝ ΚΑΒΑΛΑΝ [842, 1322, 956, 1336]
ad-olympiaki [1198, 1161, 1580, 1259]
table-cell: 67.654 [549, 494, 586, 506]
ad-agent: ΝΙΚ. ΑΥΓΕΡΙΝΙΔΗ [1337, 896, 1441, 908]
job-desc: Νέους, ἡλικίας μέχρι 28 ἐτῶν, ἀπολυτήριον Γυμνασίου καὶ ἀπαλλαγμένους στρατιωτικῶν ὑποχρεώσεων. [630, 1789, 1169, 1801]
ad-text: Παρέχονται: 1) Ἱκανοποιητικὸς μισθός, 2) Αὐτοκίνητον, 3) Προοπτικαὶ ἐξελίξεως. [630, 1336, 1051, 1348]
article-women-subtitle: ΕΚΤΟΣ ΔΕΣΜΕΥΣΕΩΝ ΙΣΧΥΟΥΣΩΝ ΚΑΙ ΔΙΑ ΤΟΥΣ ΑΝΔΡΑΣ [1229, 62, 1549, 75]
ad-subtitle: ΚΑΣΣΑΝΔΡΑ ΧΑΛΚΙΔΙΚΗΣ [1320, 972, 1458, 984]
ad-title: ΕΚΔΡΟΜΑΙ ΘΕΡΟΥΣ 1975 [1290, 779, 1488, 796]
company-name: TEKKOSHA HELLAS S.A.I. [710, 1896, 843, 1909]
portrait-image [617, 996, 788, 1128]
paragraph: ΑΘΗΝΑΙ, 28.— Αἱ γυναῖκες ὑποχρεοῦνται εἰς τὴν καταβολὴν τῶν χρεῶν των πρὸς τὸ δημόσιον, διότι ἡ σχετικὴ διάταξις εἶναι σύμφωνος μὲ τὸ Σύνταγμα, ἀπεφάνθη τὸ Συμβούλιον Ἐπικρατείας. [1198, 79, 1580, 136]
paragraph: Ἡ Ἕνωσις ἐργατοτεχνιτῶν οἰκοδόμων Θεσσαλονίκης διαμαρτύρεται διὰ τὴν συνεχιζομένην αὔξησιν τῶν τιμῶν τῶν εἰδῶν λαϊκῆς κατανάλωσης καὶ ζητεῖ τὴν λῆψιν μέτρων. [608, 55, 797, 154]
column-middle-right [1001, 14, 1190, 1247]
ad-title: ΖΗΤΟΥΜΕ [837, 1731, 961, 1759]
ad-title: ΜΕΝΤΙΟΥΜ ΑΦΡΟΔΙΤΗ [659, 1132, 746, 1171]
paragraph: Ἐκ τοῦ ἐργαστηρίου ἐξυγιάνσεως τοῦ πανεπιστημίου καλοῦνται οἱ φοιτηταὶ τῆς Γεωπονοδασολογικῆς σχολῆς νὰ προσέλθουν διὰ τὰς θερινὰς ἀσκήσεις. [1001, 223, 1190, 307]
column-left [24, 14, 599, 1274]
ad-phone: ΤΗΛ. 525.961 — 525.673 [1319, 908, 1459, 920]
paragraph: Πόσο εὔκολα τολμᾶ νὰ πλησιάσῃ κανεὶς ἕνα παιδί; Τὸ σκέπτεται ἆραγε κανεὶς ποιὸς εἶναι ὁ σκοπὸς τῆς ζωῆς ἑνὸς παιδιοῦ; [1208, 360, 1570, 384]
ad-title: ΟΛΥΜΠΙΑΚΗ [1208, 1170, 1373, 1201]
